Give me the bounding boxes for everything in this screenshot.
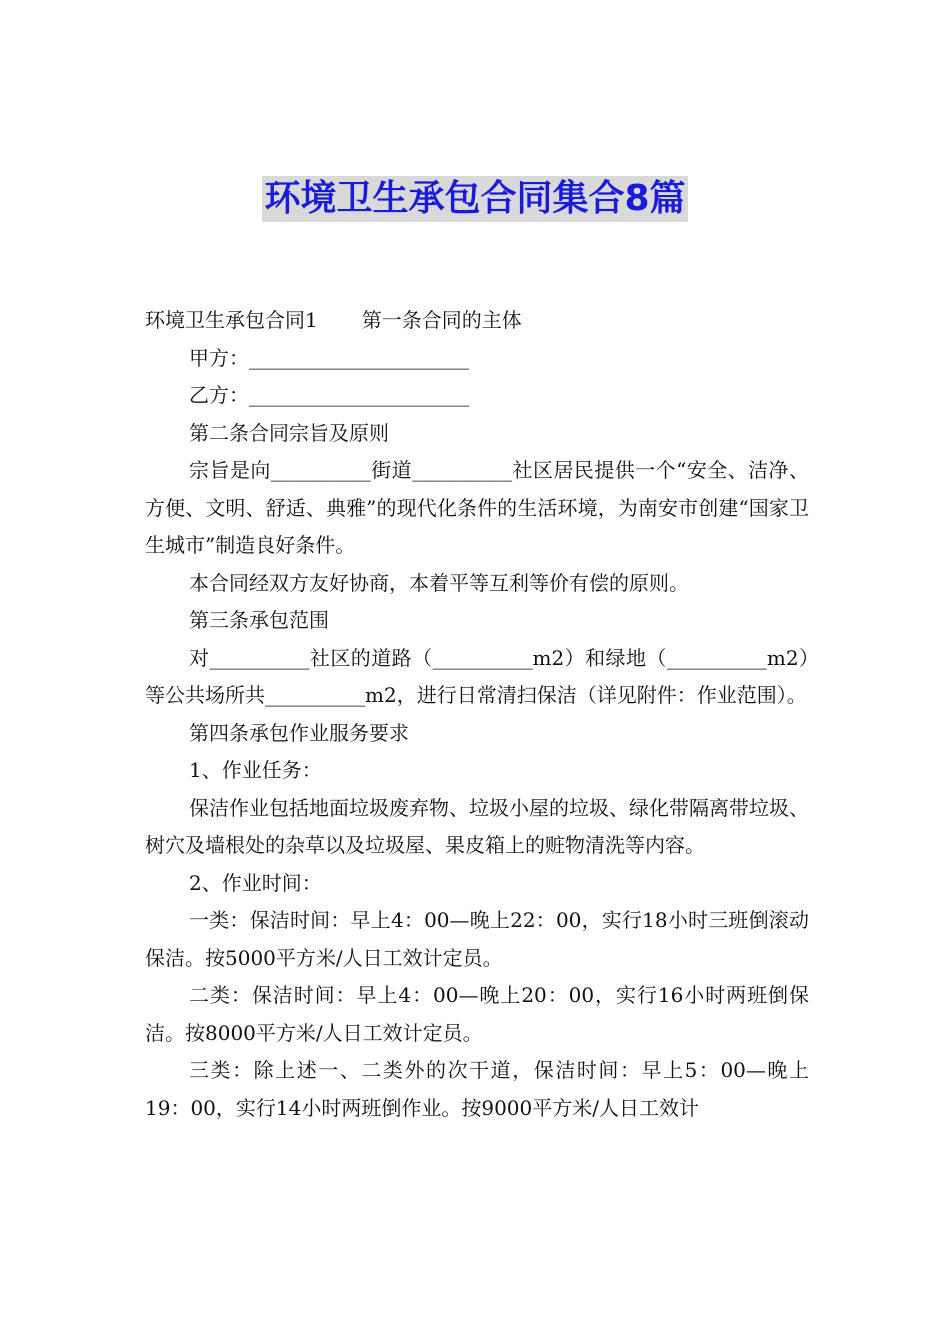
article3-heading: 第三条承包范围 — [189, 608, 329, 632]
document-body — [145, 302, 809, 1127]
scope-paragraph: 对__________社区的道路（__________m2）和绿地（__________m2）等公共场所共__________m2，进行日常清扫保洁（详见附件：作业范围）。 — [145, 645, 809, 707]
title-block — [0, 176, 950, 222]
class2-paragraph: 二类：保洁时间：早上4：00—晚上20：00，实行16小时两班倒保洁。按8000平方米/人日工效计定员。 — [145, 983, 809, 1045]
class3-paragraph: 三类：除上述一、二类外的次干道，保洁时间：早上5：00—晚上19：00，实行14小时两班倒作业。按9000平方米/人日工效计 — [145, 1058, 809, 1120]
purpose-paragraph: 宗旨是向__________街道__________社区居民提供一个“安全、洁净、方便、文明、舒适、典雅”的现代化条件的生活环境，为南安市创建“国家卫生城市”制造良好条件。 — [145, 458, 809, 557]
party-b: 乙方：______________________ — [189, 383, 469, 407]
item1-paragraph: 保洁作业包括地面垃圾废弃物、垃圾小屋的垃圾、绿化带隔离带垃圾、树穴及墙根处的杂草以及垃圾屋、果皮箱上的赃物清洗等内容。 — [145, 795, 809, 857]
article2-heading: 第二条合同宗旨及原则 — [189, 420, 389, 445]
party-a: 甲方：______________________ — [189, 345, 469, 370]
contract-heading-line — [145, 302, 809, 340]
item2-heading: 2、作业时间： — [189, 870, 322, 895]
article1-heading: 第一条合同的主体 — [361, 308, 522, 332]
class1-paragraph: 一类：保洁时间：早上4：00—晚上22：00，实行18小时三班倒滚动保洁。按5000平方米/人日工效计定员。 — [145, 908, 809, 970]
document-title: 环境卫生承包合同集合8篇 — [262, 176, 687, 222]
item1-heading: 1、作业任务： — [189, 758, 322, 782]
contract1-heading: 环境卫生承包合同1 — [145, 308, 318, 332]
article4-heading: 第四条承包作业服务要求 — [189, 720, 409, 745]
principle-paragraph: 本合同经双方友好协商，本着平等互利等价有偿的原则。 — [189, 570, 689, 595]
